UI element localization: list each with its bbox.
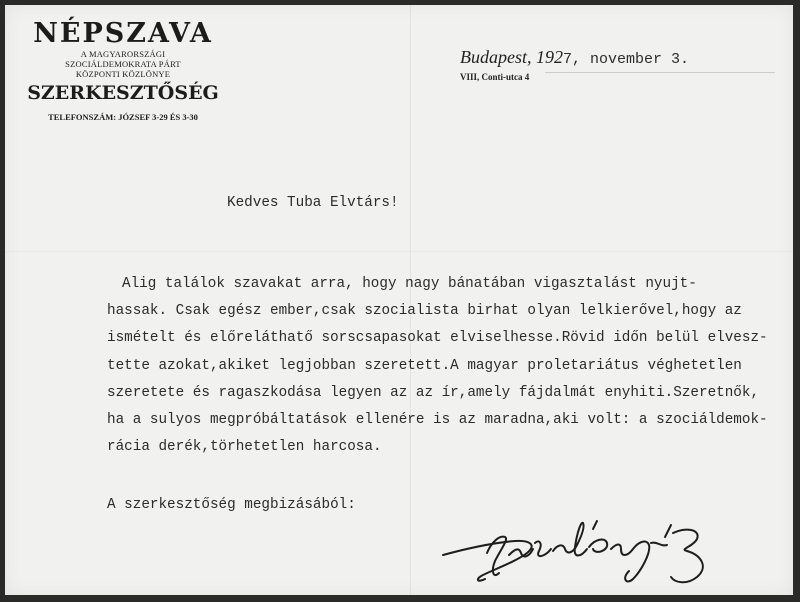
body-line-1: Alig találok szavakat arra, hogy nagy bánatában vigasztalást nyujt- <box>122 276 697 292</box>
body-line-6: ha a sulyos megpróbáltatások ellenére is az maradna,aki volt: a szociáldemok- <box>107 412 768 429</box>
office-address: VIII, Conti-utca 4 <box>460 72 530 82</box>
body-line-5: szeretete és ragaszkodása legyen az az ír,amely fájdalmát enyhiti.Szeretnők, <box>107 384 760 401</box>
date-typed: 7, november 3. <box>563 51 690 68</box>
letterhead-subtitle-2: SZOCIÁLDEMOKRATA PÁRT <box>65 59 181 69</box>
address-rule <box>545 72 775 73</box>
dateline <box>460 47 689 68</box>
department-name: SZERKESZTŐSÉG <box>27 82 219 104</box>
phone-number: TELEFONSZÁM: JÓZSEF 3-29 ÉS 3-30 <box>48 112 198 122</box>
body-line-2: hassak. Csak egész ember,csak szocialista birhat olyan lelkierővel,hogy az <box>107 303 742 320</box>
paper-fold-horizontal <box>5 251 793 252</box>
handwritten-signature <box>435 513 745 593</box>
letter-body <box>107 271 768 461</box>
letterhead <box>23 19 223 123</box>
letterhead-subtitle-3: KÖZPONTI KÖZLÖNYE <box>75 69 171 79</box>
salutation: Kedves Tuba Elvtárs! <box>227 195 399 211</box>
closing-line: A szerkesztőség megbizásából: <box>107 497 356 513</box>
date-place-printed: Budapest, 192 <box>460 47 563 67</box>
letter-sheet <box>5 5 793 595</box>
body-line-3: ismételt és előreláthatő sorscsapasokat elviselhesse.Rövid időn belül elvesz- <box>107 330 768 347</box>
body-line-4: tette azokat,akiket legjobban szeretett.A magyar proletariátus véghetetlen <box>107 357 742 374</box>
body-line-7: rácia derék,törhetetlen harcosa. <box>107 439 382 456</box>
letterhead-subtitle-1: A MAGYARORSZÁGI <box>80 49 166 59</box>
newspaper-title: NÉPSZAVA <box>33 18 213 49</box>
